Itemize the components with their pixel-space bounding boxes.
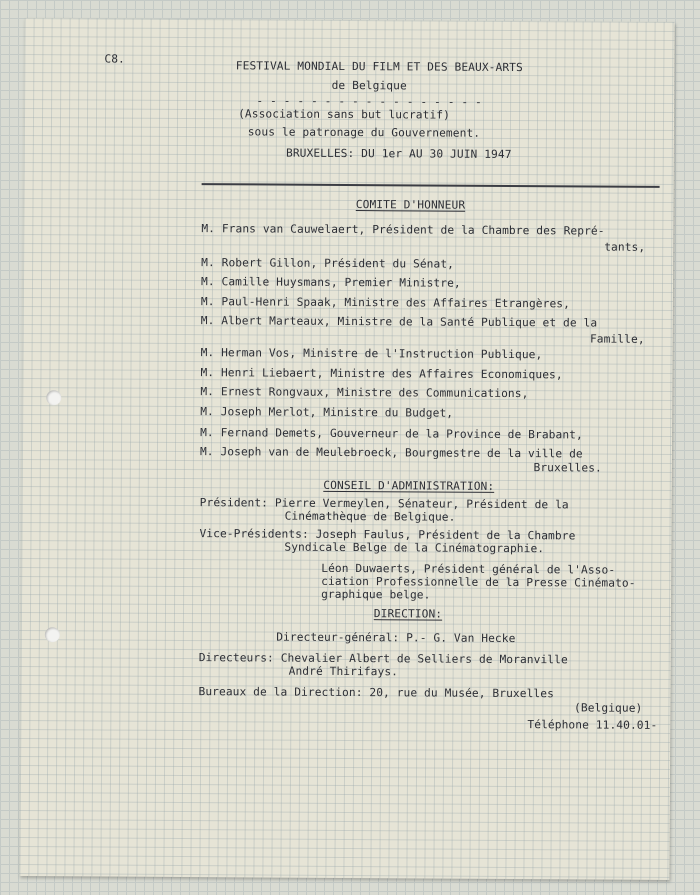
honneur-line: M. Fernand Demets, Gouverneur de la Province de Brabant, <box>200 426 583 442</box>
honneur-line: M. Paul-Henri Spaak, Ministre des Affaires Etrangères, <box>200 295 571 311</box>
conseil-line: Syndicale Belge de la Cinématographie. <box>284 540 545 556</box>
conseil-line: graphique belge. <box>321 587 431 602</box>
honneur-line: Famille, <box>589 332 645 346</box>
direction-heading: DIRECTION: <box>373 607 443 621</box>
direction-line: Téléphone 11.40.01- <box>527 718 658 732</box>
direction-line: Directeur-général: P.- G. Van Hecke <box>276 630 516 646</box>
patronage-note: sous le patronage du Gouvernement. <box>247 125 481 140</box>
title-dashes: - - - - - - - - - - - - - - - - - <box>256 94 482 109</box>
honneur-line: M. Ernest Rongvaux, Ministre des Communications, <box>200 385 529 401</box>
conseil-heading: CONSEIL D'ADMINISTRATION: <box>323 478 495 493</box>
honneur-line: M. Camille Huysmans, Premier Ministre, <box>200 275 461 290</box>
honneur-line: tants, <box>604 240 646 254</box>
honneur-line: M. Joseph Merlot, Ministre du Budget, <box>200 405 454 420</box>
conseil-line: ciation Professionnelle de la Presse Cinémato- <box>321 574 636 590</box>
conseil-line: Cinémathèque de Belgique. <box>284 509 456 524</box>
header-rule <box>202 183 660 188</box>
conseil-line: Président: Pierre Vermeylen, Sénateur, Président de la <box>199 496 569 512</box>
document-title: FESTIVAL MONDIAL DU FILM ET DES BEAUX-ARTS <box>235 59 523 75</box>
direction-line: Directeurs: Chevalier Albert de Selliers de Moranville <box>198 651 568 667</box>
direction-line: André Thirifays. <box>288 664 399 679</box>
honneur-line: M. Joseph van de Meulebroeck, Bourgmestre de la ville de <box>199 445 583 461</box>
punch-hole-top <box>46 390 61 405</box>
honneur-line: M. Albert Marteaux, Ministre de la Santé Publique et de la <box>200 314 598 330</box>
conseil-line: Léon Duwaerts, Président général de l'Asso- <box>321 561 616 577</box>
document-page <box>19 18 674 880</box>
honneur-line: M. Robert Gillon, Président du Sénat, <box>201 256 455 271</box>
honneur-heading: COMITE D'HONNEUR <box>355 198 466 212</box>
association-note: (Association sans but lucratif) <box>238 107 451 122</box>
reference-number: C8. <box>104 52 125 66</box>
conseil-line: Vice-Présidents: Joseph Faulus, Président de la Chambre <box>199 527 576 543</box>
honneur-line: M. Henri Liebaert, Ministre des Affaires Economiques, <box>200 366 563 382</box>
direction-line: (Belgique) <box>574 701 643 715</box>
festival-dates: BRUXELLES: DU 1er AU 30 JUIN 1947 <box>285 146 512 161</box>
honneur-line: Bruxelles. <box>533 461 602 475</box>
punch-hole-bottom <box>45 627 60 642</box>
direction-line: Bureaux de la Direction: 20, rue du Musée, Bruxelles <box>198 685 555 701</box>
honneur-line: M. Frans van Cauwelaert, Président de la Chambre des Repré- <box>201 222 605 238</box>
document-country: de Belgique <box>331 78 407 93</box>
honneur-line: M. Herman Vos, Ministre de l'Instruction Publique, <box>200 346 543 362</box>
